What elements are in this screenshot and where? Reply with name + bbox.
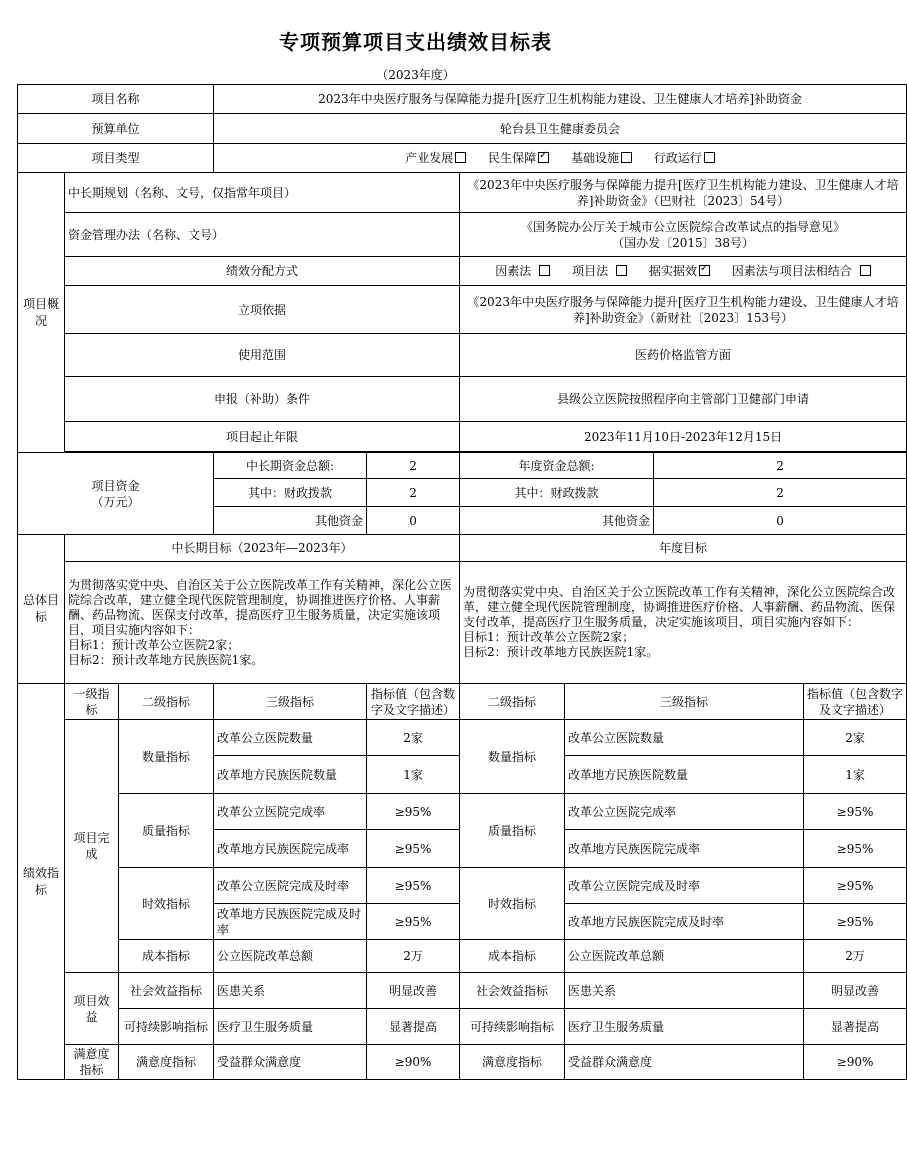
alloc-option-factor: 因素法 bbox=[495, 264, 532, 278]
header-value: 指标值（包含数字及文字描述） bbox=[367, 684, 460, 720]
indicator-name: 改革地方民族医院数量 bbox=[214, 756, 367, 794]
condition-label: 申报（补助）条件 bbox=[65, 377, 460, 422]
mid-goal-body: 为贯彻落实党中央、自治区关于公立医院改革工作有关精神，深化公立医院综合改革，建立健全现代医院管理制度，协调推进医疗价格、人事薪酬、药品物流、医保支付改革，提高医疗卫生服务质量，决定实施该项目，项目实施内容如下： bbox=[68, 577, 453, 637]
satisfaction-label: 满意度指标 bbox=[65, 1045, 119, 1080]
indicator-value-year: 1家 bbox=[804, 756, 907, 794]
timeliness-label-year: 时效指标 bbox=[460, 868, 565, 940]
indicator-value-year: 2家 bbox=[804, 720, 907, 756]
indicator-value-year: 2万 bbox=[804, 940, 907, 973]
indicator-name: 改革公立医院完成及时率 bbox=[214, 868, 367, 904]
allocation-options bbox=[460, 257, 907, 286]
indicator-value-year: ≥90% bbox=[804, 1045, 907, 1080]
checkbox-icon bbox=[704, 152, 715, 163]
project-name-label: 项目名称 bbox=[18, 85, 214, 114]
year-goal-target-1: 目标1：预计改革公立医院2家； bbox=[463, 630, 635, 644]
year-fiscal-value: 2 bbox=[654, 479, 907, 507]
checkbox-icon bbox=[539, 265, 550, 276]
indicator-name-year: 改革公立医院数量 bbox=[565, 720, 804, 756]
year-total-label: 年度资金总额: bbox=[460, 453, 654, 479]
indicator-value-year: ≥95% bbox=[804, 794, 907, 830]
alloc-option-combined: 因素法与项目法相结合 bbox=[731, 264, 852, 278]
indicators-label: 绩效指标 bbox=[18, 684, 65, 1080]
mid-total-value: 2 bbox=[367, 453, 460, 479]
indicator-name-year: 改革地方民族医院完成率 bbox=[565, 830, 804, 868]
indicator-value: 显著提高 bbox=[367, 1009, 460, 1045]
indicator-name: 改革地方民族医院完成率 bbox=[214, 830, 367, 868]
indicator-name-year: 改革公立医院完成及时率 bbox=[565, 868, 804, 904]
quantity-label: 数量指标 bbox=[119, 720, 214, 794]
sustain-label-year: 可持续影响指标 bbox=[460, 1009, 565, 1045]
performance-target-table bbox=[17, 84, 907, 1080]
indicator-name-year: 公立医院改革总额 bbox=[565, 940, 804, 973]
scope-label: 使用范围 bbox=[65, 334, 460, 377]
quality-label: 质量指标 bbox=[119, 794, 214, 868]
mid-goal-text bbox=[65, 562, 460, 684]
mid-goal-target-1: 目标1：预计改革公立医院2家； bbox=[68, 637, 240, 652]
alloc-option-actual: 据实据效 bbox=[648, 264, 697, 278]
indicator-name: 改革公立医院完成率 bbox=[214, 794, 367, 830]
indicator-value: ≥95% bbox=[367, 868, 460, 904]
project-name-value: 2023年中央医疗服务与保障能力提升[医疗卫生机构能力建设、卫生健康人才培养]补助资金 bbox=[214, 85, 907, 114]
indicator-value: ≥95% bbox=[367, 904, 460, 940]
indicator-value: 明显改善 bbox=[367, 973, 460, 1009]
satisfaction-sub-label: 满意度指标 bbox=[119, 1045, 214, 1080]
checkbox-icon bbox=[860, 265, 871, 276]
indicator-value-year: ≥95% bbox=[804, 904, 907, 940]
type-option-industry: 产业发展 bbox=[405, 151, 454, 165]
indicator-value: ≥95% bbox=[367, 794, 460, 830]
header-level3-year: 三级指标 bbox=[565, 684, 804, 720]
fund-management-label: 资金管理办法（名称、文号） bbox=[65, 213, 460, 257]
indicator-name: 医患关系 bbox=[214, 973, 367, 1009]
basis-label: 立项依据 bbox=[65, 286, 460, 334]
type-option-livelihood: 民生保障 bbox=[488, 151, 537, 165]
indicator-value-year: ≥95% bbox=[804, 868, 907, 904]
indicator-name-year: 医患关系 bbox=[565, 973, 804, 1009]
indicator-name-year: 改革地方民族医院完成及时率 bbox=[565, 904, 804, 940]
year-other-value: 0 bbox=[654, 507, 907, 535]
period-value: 2023年11月10日-2023年12月15日 bbox=[460, 422, 907, 452]
type-option-infrastructure: 基础设施 bbox=[570, 151, 619, 165]
year-goal-body: 为贯彻落实党中央、自治区关于公立医院改革工作有关精神，深化公立医院综合改革，建立健全现代医院管理制度，协调推进医疗价格、人事薪酬、药品物流、医保支付改革，提高医疗卫生服务质量，决定实施该项目，项目实施内容如下： bbox=[463, 585, 896, 629]
fund-management-value bbox=[460, 213, 907, 257]
indicator-name: 改革公立医院数量 bbox=[214, 720, 367, 756]
funds-label bbox=[18, 453, 214, 535]
overview-label: 项目概况 bbox=[18, 173, 65, 453]
header-level2: 二级指标 bbox=[119, 684, 214, 720]
year-goal-target-2: 目标2：预计改革地方民族医院1家。 bbox=[463, 645, 659, 659]
budget-unit-label: 预算单位 bbox=[18, 114, 214, 144]
type-option-admin: 行政运行 bbox=[653, 151, 702, 165]
fiscal-year: （2023年度） bbox=[376, 68, 455, 82]
quantity-label-year: 数量指标 bbox=[460, 720, 565, 794]
checkbox-icon bbox=[621, 152, 632, 163]
mid-goal-header: 中长期目标（2023年—2023年） bbox=[65, 535, 460, 562]
scope-value: 医药价格监管方面 bbox=[460, 334, 907, 377]
indicator-name-year: 改革地方民族医院数量 bbox=[565, 756, 804, 794]
year-fiscal-label: 其中：财政拨款 bbox=[460, 479, 654, 507]
fund-management-doc: 《国务院办公厅关于城市公立医院综合改革试点的指导意见》 bbox=[521, 219, 846, 234]
fund-management-number: （国办发〔2015〕38号） bbox=[612, 235, 754, 250]
social-label: 社会效益指标 bbox=[119, 973, 214, 1009]
cost-label-year: 成本指标 bbox=[460, 940, 565, 973]
header-level2-year: 二级指标 bbox=[460, 684, 565, 720]
year-total-value: 2 bbox=[654, 453, 907, 479]
funds-label-unit: （万元） bbox=[91, 494, 140, 509]
year-other-label: 其他资金 bbox=[460, 507, 654, 535]
timeliness-label: 时效指标 bbox=[119, 868, 214, 940]
checkbox-icon bbox=[616, 265, 627, 276]
mid-fiscal-value: 2 bbox=[367, 479, 460, 507]
checked-checkbox-icon bbox=[699, 265, 710, 276]
indicator-value-year: 显著提高 bbox=[804, 1009, 907, 1045]
social-label-year: 社会效益指标 bbox=[460, 973, 565, 1009]
header-level1: 一级指标 bbox=[65, 684, 119, 720]
indicator-name: 医疗卫生服务质量 bbox=[214, 1009, 367, 1045]
indicator-value-year: 明显改善 bbox=[804, 973, 907, 1009]
indicator-name: 公立医院改革总额 bbox=[214, 940, 367, 973]
condition-value: 县级公立医院按照程序向主管部门卫健部门申请 bbox=[460, 377, 907, 422]
indicator-value: 2万 bbox=[367, 940, 460, 973]
allocation-label: 绩效分配方式 bbox=[65, 257, 460, 286]
header-value-year: 指标值（包含数字及文字描述） bbox=[804, 684, 907, 720]
sustain-label: 可持续影响指标 bbox=[119, 1009, 214, 1045]
funds-label-title: 项目资金 bbox=[91, 478, 140, 493]
quality-label-year: 质量指标 bbox=[460, 794, 565, 868]
goals-label: 总体目标 bbox=[18, 535, 65, 684]
indicator-value: ≥90% bbox=[367, 1045, 460, 1080]
basis-value: 《2023年中央医疗服务与保障能力提升[医疗卫生机构能力建设、卫生健康人才培养]补助资金》（新财社〔2023〕153号） bbox=[460, 286, 907, 334]
completion-label: 项目完成 bbox=[65, 720, 119, 973]
page-title: 专项预算项目支出绩效目标表 bbox=[279, 30, 552, 54]
mid-fiscal-label: 其中：财政拨款 bbox=[214, 479, 367, 507]
indicator-name-year: 受益群众满意度 bbox=[565, 1045, 804, 1080]
mid-other-value: 0 bbox=[367, 507, 460, 535]
indicator-value: ≥95% bbox=[367, 830, 460, 868]
indicator-value: 1家 bbox=[367, 756, 460, 794]
cost-label: 成本指标 bbox=[119, 940, 214, 973]
indicator-name: 改革地方民族医院完成及时率 bbox=[214, 904, 367, 940]
checked-checkbox-icon bbox=[538, 152, 549, 163]
indicator-value-year: ≥95% bbox=[804, 830, 907, 868]
mid-other-label: 其他资金 bbox=[214, 507, 367, 535]
checkbox-icon bbox=[455, 152, 466, 163]
satisfaction-sub-label-year: 满意度指标 bbox=[460, 1045, 565, 1080]
project-type-label: 项目类型 bbox=[18, 144, 214, 173]
indicator-name-year: 医疗卫生服务质量 bbox=[565, 1009, 804, 1045]
indicator-name: 受益群众满意度 bbox=[214, 1045, 367, 1080]
alloc-option-project: 项目法 bbox=[572, 264, 609, 278]
plan-value: 《2023年中央医疗服务与保障能力提升[医疗卫生机构能力建设、卫生健康人才培养]补助资金》（巴财社〔2023〕54号） bbox=[460, 173, 907, 213]
mid-total-label: 中长期资金总额: bbox=[214, 453, 367, 479]
period-label: 项目起止年限 bbox=[65, 422, 460, 452]
indicator-value: 2家 bbox=[367, 720, 460, 756]
year-goal-header: 年度目标 bbox=[460, 535, 907, 562]
project-type-options bbox=[214, 144, 907, 173]
year-goal-text bbox=[460, 562, 907, 684]
mid-goal-target-2: 目标2：预计改革地方民族医院1家。 bbox=[68, 652, 264, 667]
header-level3: 三级指标 bbox=[214, 684, 367, 720]
budget-unit-value: 轮台县卫生健康委员会 bbox=[214, 114, 907, 144]
plan-label: 中长期规划（名称、文号，仅指常年项目） bbox=[65, 173, 460, 213]
indicator-name-year: 改革公立医院完成率 bbox=[565, 794, 804, 830]
benefit-label: 项目效益 bbox=[65, 973, 119, 1045]
